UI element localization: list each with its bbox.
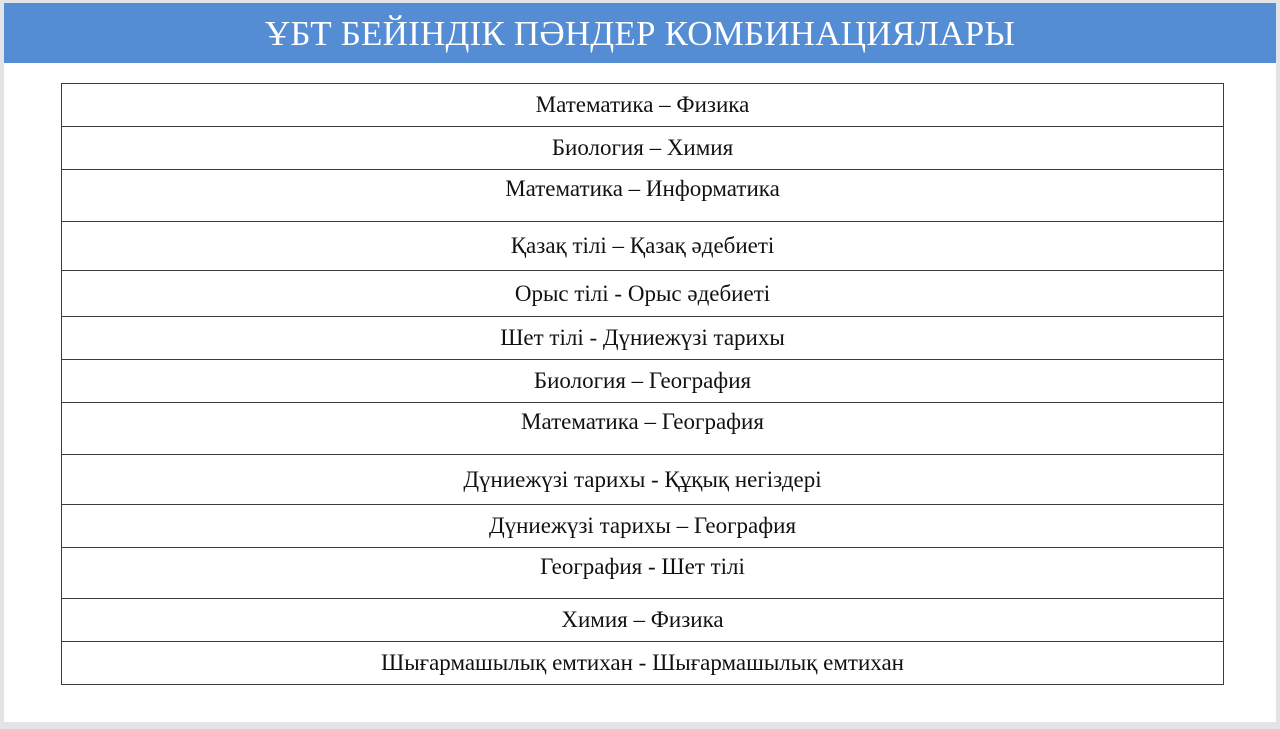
table-cell bbox=[62, 455, 1224, 505]
combination-text: Биология – Химия bbox=[551, 135, 734, 161]
combination-text: Орыс тілі - Орыс әдебиеті bbox=[514, 280, 771, 306]
combination-text: Шет тілі - Дүниежүзі тарихы bbox=[500, 325, 785, 351]
combination-text: Биология – География bbox=[533, 368, 752, 394]
combination-text: Математика – Информатика bbox=[505, 176, 780, 201]
combination-text: Математика – Физика bbox=[535, 92, 750, 118]
table-row bbox=[62, 505, 1224, 548]
table-cell bbox=[62, 599, 1224, 642]
table-row bbox=[62, 403, 1224, 455]
combination-text: Дүниежүзі тарихы - Құқық негіздері bbox=[463, 466, 822, 492]
table-cell bbox=[62, 317, 1224, 360]
table-row bbox=[62, 548, 1224, 599]
table-cell bbox=[62, 548, 1224, 599]
table-row bbox=[62, 127, 1224, 170]
table-row bbox=[62, 455, 1224, 505]
table-row bbox=[62, 599, 1224, 642]
table-cell bbox=[62, 84, 1224, 127]
table-row bbox=[62, 222, 1224, 271]
slide bbox=[4, 3, 1276, 722]
table-cell bbox=[62, 403, 1224, 455]
table-row bbox=[62, 170, 1224, 222]
table-cell bbox=[62, 360, 1224, 403]
combination-text: Математика – География bbox=[521, 409, 764, 434]
subject-combinations-table bbox=[61, 83, 1224, 685]
title-bar bbox=[4, 3, 1276, 63]
page-title: ҰБТ БЕЙІНДІК ПӘНДЕР КОМБИНАЦИЯЛАРЫ bbox=[264, 13, 1016, 53]
table-row bbox=[62, 360, 1224, 403]
table-row bbox=[62, 84, 1224, 127]
table-cell bbox=[62, 170, 1224, 222]
table-row bbox=[62, 271, 1224, 317]
combination-text: Дүниежүзі тарихы – География bbox=[488, 513, 797, 539]
table-cell bbox=[62, 505, 1224, 548]
table-cell bbox=[62, 127, 1224, 170]
combination-text: Қазақ тілі – Қазақ әдебиеті bbox=[510, 233, 775, 259]
table-row bbox=[62, 642, 1224, 685]
table-cell bbox=[62, 271, 1224, 317]
table-cell bbox=[62, 222, 1224, 271]
table-row bbox=[62, 317, 1224, 360]
combination-text: Химия – Физика bbox=[561, 607, 724, 633]
table-cell bbox=[62, 642, 1224, 685]
combination-text: География - Шет тілі bbox=[540, 554, 745, 579]
combination-text: Шығармашылық емтихан - Шығармашылық емтихан bbox=[381, 650, 904, 676]
